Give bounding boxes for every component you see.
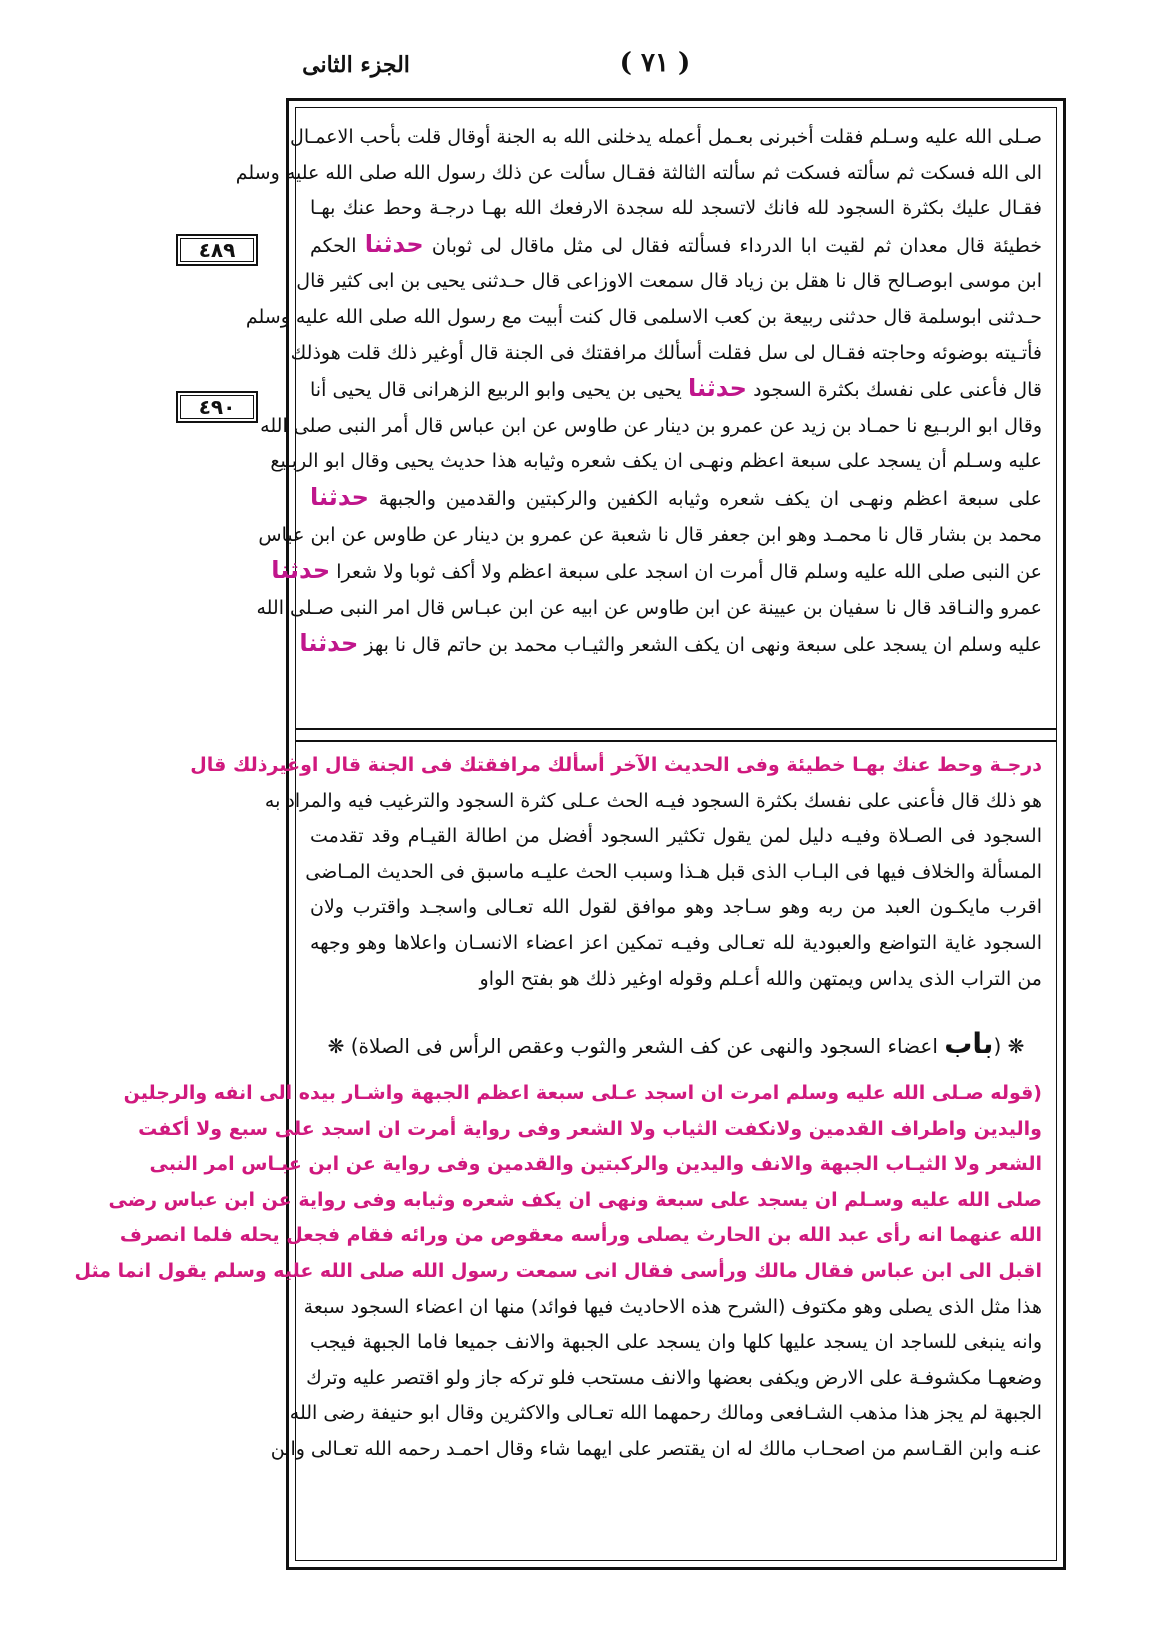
line-text: خطيئة قال معدان ثم لقيت ابا الدرداء فسألته فقال لى مثل ماقال لى ثوبان bbox=[431, 234, 1042, 257]
text-line: فأتـيته بوضوئه وحاجته فقـال لى سل فقلت أسألك مرافقتك فى الجنة قال أوغير ذلك قلت هوذلك bbox=[290, 341, 1042, 364]
text-line: الشعر ولا الثيـاب الجبهة والانف واليدين والركبتين والقدمين وفى رواية عن ابن عبـاس امر النبى bbox=[149, 1153, 1042, 1176]
line-tail: يحيى بن يحيى وابو الربيع الزهرانى قال يحيى أنا bbox=[310, 379, 682, 402]
running-header-part: الجزء الثانى bbox=[302, 52, 410, 78]
text-line bbox=[310, 371, 1042, 409]
text-line: وقال ابو الربـيع نا حمـاد بن زيد عن عمرو بن دينار عن طاوس عن ابن عباس قال أمر النبى صلى الله bbox=[260, 414, 1042, 437]
text-line: اقرب مايكـون العبد من ربه وهو سـاجد وهو موافق لقول الله تعـالى واسجـد واقترب ولان bbox=[310, 896, 1042, 919]
text-line: هذا مثل الذى يصلى وهو مكتوف (الشرح هذه الاحاديث فيها فوائد) منها ان اعضاء السجود سبعة bbox=[303, 1295, 1042, 1318]
text-line bbox=[310, 480, 1042, 518]
text-line: السجود غاية التواضع والعبودية لله تعـالى وفيـه تمكين اعز اعضاء الانسـان واعلاها وهو وجهه bbox=[310, 931, 1042, 954]
haddathana-marker: حدثنا bbox=[271, 556, 331, 585]
text-line: (قوله صـلى الله عليه وسلم امرت ان اسجد عـلى سبعة اعظم الجبهة واشـار بيده الى انفه والرجلين bbox=[123, 1082, 1042, 1104]
haddathana-marker: حدثنا bbox=[310, 482, 369, 511]
text-line bbox=[310, 227, 1042, 265]
line-text: عن النبى صلى الله عليه وسلم قال أمرت ان اسجد على سبعة اعظم ولا أكف ثوبا ولا شعرا bbox=[336, 561, 1042, 584]
line-text: عليه وسلم ان يسجد على سبعة ونهى ان يكف الشعر والثيـاب محمد بن حاتم قال نا بهز bbox=[364, 634, 1042, 657]
haddathana-marker: حدثنا bbox=[364, 229, 424, 258]
hadith-number-490: ٤٩٠ bbox=[176, 391, 258, 423]
text-line: المسألة والخلاف فيها فى البـاب الذى قبل هـذا وسبب الحث عليـه ماسبق فى الحديث المـاضى bbox=[305, 860, 1042, 883]
bab-word: باب bbox=[944, 1027, 994, 1060]
text-line: صلى الله عليه وسـلم ان يسجد على سبعة ونهى ان يكف شعره وثيابه وفى رواية عن ابن عباس رضى bbox=[108, 1188, 1042, 1211]
text-line: من التراب الذى يداس ويمتهن والله أعـلم وقوله اوغير ذلك هو بفتح الواو bbox=[479, 967, 1042, 990]
haddathana-marker: حدثنا bbox=[299, 629, 359, 658]
text-line: وضعهـا مكشوفـة على الارض ويكفى بعضها والانف مستحب فلو تركه جاز ولو اقتصر عليه وترك bbox=[306, 1366, 1042, 1389]
text-line: عنـه وابن القـاسم من اصحـاب مالك له ان يقتصر على ايهما شاء وقال احمـد رحمه الله تعـالى وابن bbox=[270, 1437, 1042, 1460]
commentary-text-block bbox=[74, 1076, 1042, 1468]
text-line: السجود فى الصـلاة وفيـه دليل لمن يقول تكثير السجود أفضل من اطالة القيـام وقد تقدمت bbox=[310, 825, 1042, 848]
upper-text-block bbox=[235, 120, 1043, 664]
text-line: الى الله فسكت ثم سألته فسكت ثم سألته الثالثة فقـال سألت عن ذلك رسول الله صلى الله عليه وسلم bbox=[235, 161, 1042, 184]
text-line: درجـة وحط عنك بهـا خطيئة وفى الحديث الآخر أسألك مرافقتك فى الجنة قال اوغيرذلك قال bbox=[190, 754, 1042, 776]
bab-title-text: اعضاء السجود والنهى عن كف الشعر والثوب وعقص الرأس فى الصلاة bbox=[358, 1034, 938, 1058]
hadith-number-489: ٤٨٩ bbox=[176, 234, 258, 266]
ornament-icon: ) ❋ bbox=[327, 1034, 359, 1058]
text-line: عمرو والنـاقد قال نا سفيان بن عيينة عن ابن طاوس عن ابيه عن ابن عبـاس قال امر النبى صـلى الله bbox=[256, 596, 1042, 619]
line-text: على سبعة اعظم ونهـى ان يكف شعره وثيابه الكفين والركبتين والقدمين والجبهة bbox=[378, 487, 1043, 510]
text-line: واليدين واطراف القدمين ولانكفت الثياب ولا الشعر وفى رواية أمرت ان اسجد على سبع ولا أكفت bbox=[138, 1117, 1042, 1140]
text-line: ابن موسى ابوصـالح قال نا هقل بن زياد قال سمعت الاوزاعى قال حـدثنى يحيى بن ابى كثير قال bbox=[296, 270, 1042, 293]
lower-text-block bbox=[190, 748, 1042, 997]
section-divider bbox=[296, 728, 1056, 742]
ornament-icon: ❋ ( bbox=[993, 1034, 1025, 1058]
text-line: اقبل الى ابن عباس فقال مالك ورأسى فقال انى سمعت رسول الله صلى الله عليه وسلم يقول انما مثل bbox=[74, 1259, 1042, 1282]
bab-heading bbox=[310, 1026, 1042, 1064]
text-line bbox=[271, 553, 1042, 591]
text-line: وانه ينبغى للساجد ان يسجد عليها كلها وان يسجد على الجبهة والانف جميعا فاما الجبهة فيجب bbox=[310, 1331, 1042, 1354]
text-line: فقـال عليك بكثرة السجود لله فانك لاتسجد لله سجدة الارفعك الله بهـا درجـة وحط عنك بهـا bbox=[310, 197, 1042, 220]
haddathana-marker: حدثنا bbox=[687, 374, 747, 403]
text-line: هو ذلك قال فأعنى على نفسك بكثرة السجود فيـه الحث عـلى كثرة السجود والترغيب فيه والمراد به bbox=[264, 789, 1042, 812]
text-line: صـلى الله عليه وسـلم فقلت أخبرنى بعـمل أعمله يدخلنى الله به الجنة أوقال قلت بأحب الاعمـال bbox=[290, 126, 1042, 148]
page-number: ( ٧١ ) bbox=[619, 48, 691, 78]
text-line: حـدثنى ابوسلمة قال حدثنى ربيعة بن كعب الاسلمى قال كنت أبيت مع رسول الله صلى الله عليه وسلم bbox=[245, 305, 1042, 328]
line-text: قال فأعنى على نفسك بكثرة السجود bbox=[753, 379, 1042, 402]
text-line: الله عنهما انه رأى عبد الله بن الحارث يصلى ورأسه معقوص من ورائه فقام فجعل يحله فلما انصرف bbox=[119, 1224, 1042, 1247]
text-line: الجبهة لم يجز هذا مذهب الشـافعى ومالك رحمهما الله تعـالى والاكثرين وقال ابو حنيفة رضى الله bbox=[289, 1402, 1042, 1425]
text-line bbox=[299, 626, 1042, 664]
text-line: محمد بن بشار قال نا محمـد وهو ابن جعفر قال نا شعبة عن عمرو بن دينار عن طاوس عن ابن عباس bbox=[258, 523, 1042, 546]
text-line: عليه وسـلم أن يسجد على سبعة اعظم ونهـى ان يكف شعره وثيابه هذا حديث يحيى وقال ابو الربـيع bbox=[270, 450, 1042, 473]
line-tail: الحكم bbox=[310, 234, 357, 257]
